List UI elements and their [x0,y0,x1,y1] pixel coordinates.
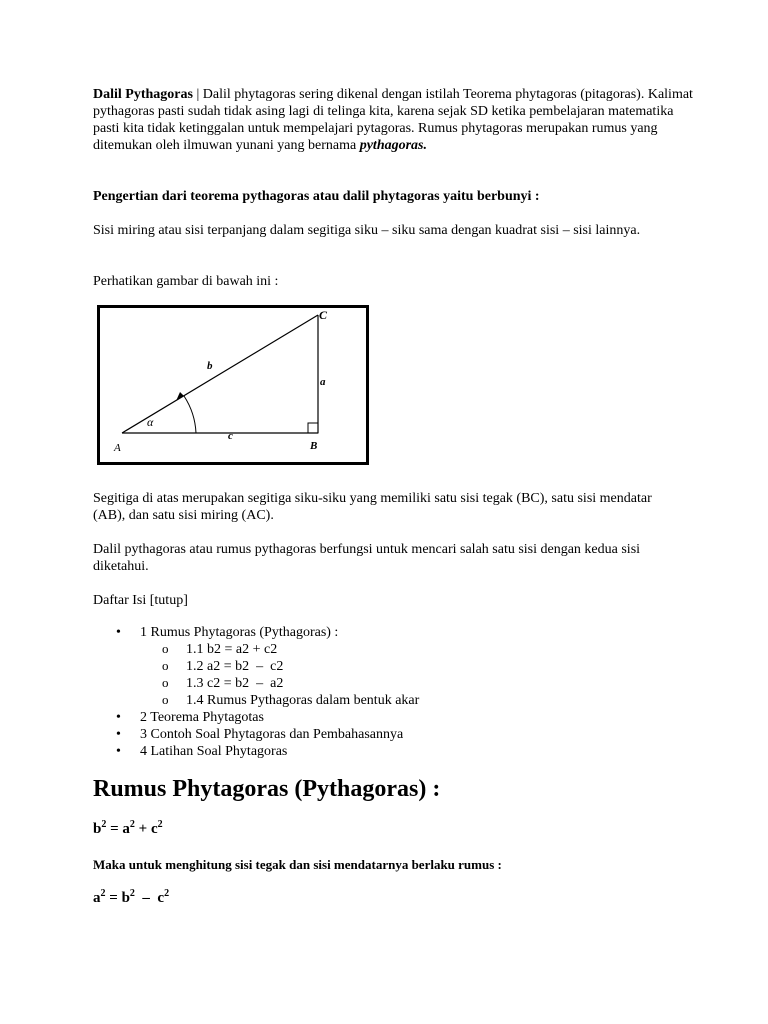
toc-item[interactable] [93,624,419,641]
toc-subitem[interactable] [93,692,419,709]
toc-subitem[interactable] [93,658,419,675]
right-triangle-figure [97,305,369,465]
subheading: Maka untuk menghitung sisi tegak dan sisi mendatarnya berlaku rumus : [93,857,502,872]
angle-arc [184,396,196,433]
formula-side-a [93,890,169,907]
vertex-c-label: C [319,308,328,322]
bullet-icon: • [116,727,121,742]
formula-term: a [93,890,101,906]
section-heading: Rumus Phytagoras (Pythagoras) : [93,776,441,802]
definition-text: Sisi miring atau sisi terpanjang dalam segitiga siku – siku sama dengan kuadrat sisi – sisi lainnya. [93,223,641,238]
circle-bullet-icon: o [162,675,169,690]
toc-label[interactable]: Daftar Isi [tutup] [93,593,188,608]
side-b-label: b [207,360,213,372]
toc-item[interactable] [93,743,419,760]
formula-term: b [121,890,130,906]
formula-exponent: 2 [157,819,163,830]
right-angle-marker [308,423,318,433]
formula-exponent: 2 [100,888,106,899]
side-c-label: c [228,430,233,442]
toc-subitem-label[interactable]: 1.3 c2 = b2 – a2 [186,676,284,691]
toc-subitem-label[interactable]: 1.4 Rumus Pythagoras dalam bentuk akar [186,693,420,708]
toc-item[interactable] [93,726,419,743]
toc-item-label[interactable]: 1 Rumus Phytagoras (Pythagoras) : [140,625,339,640]
table-of-contents [93,624,419,760]
vertex-a-label: A [114,442,121,454]
circle-bullet-icon: o [162,641,169,656]
formula-term: b [93,821,102,837]
angle-alpha-label: α [147,415,154,429]
formula-term: a [122,821,130,837]
vertex-b-label: B [310,440,318,452]
figure-prompt: Perhatikan gambar di bawah ini : [93,274,279,289]
formula-pythagoras [93,821,163,838]
toc-subitem[interactable] [93,641,419,658]
circle-bullet-icon: o [162,692,169,707]
toc-item-label[interactable]: 2 Teorema Phytagotas [140,710,264,725]
bullet-icon: • [116,710,121,725]
bullet-icon: • [116,744,121,759]
intro-text: Dalil phytagoras sering dikenal dengan istilah Teorema phytagoras (pitagoras). Kalimat pythagoras pasti sudah tidak asing lagi di telinga kita, karena sejak SD ketika pembelajaran matematika pasti kita tidak ketinggalan untuk mempelajari pytagoras. Rumus phytagoras merupakan rumus yang ditemukan oleh ilmuwan yunani yang bernama [93,87,693,153]
formula-operator: + [134,821,151,837]
formula-exponent: 2 [129,819,135,830]
figure-description: Segitiga di atas merupakan segitiga siku-siku yang memiliki satu sisi tegak (BC), satu sisi mendatar (AB), dan satu sisi miring (AC). [93,491,652,523]
toc-subitem-label[interactable]: 1.2 a2 = b2 – c2 [186,659,284,674]
function-text: Dalil pythagoras atau rumus pythagoras berfungsi untuk mencari salah satu sisi dengan kedua sisi diketahui. [93,542,641,574]
definition-heading: Pengertian dari teorema pythagoras atau dalil phytagoras yaitu berbunyi : [93,189,540,204]
formula-operator: – [134,890,158,906]
formula-term: c [157,890,165,906]
triangle-diagram [100,308,366,462]
intro-paragraph [93,86,693,154]
intro-title: Dalil Pythagoras [93,87,193,102]
side-a-label: a [320,376,326,388]
formula-exponent: 2 [164,888,170,899]
intro-separator: | [192,87,203,102]
toc-item[interactable] [93,709,419,726]
circle-bullet-icon: o [162,658,169,673]
formula-operator: = [105,890,122,906]
toc-subitem-label[interactable]: 1.1 b2 = a2 + c2 [186,642,278,657]
angle-arrow-icon [176,392,184,401]
formula-term: c [150,821,158,837]
toc-item-label[interactable]: 3 Contoh Soal Phytagoras dan Pembahasannya [140,727,404,742]
bullet-icon: • [116,625,121,640]
toc-item-label[interactable]: 4 Latihan Soal Phytagoras [140,744,288,759]
formula-exponent: 2 [101,819,107,830]
toc-subitem[interactable] [93,675,419,692]
formula-operator: = [106,821,123,837]
intro-emphasis: pythagoras. [359,138,428,153]
formula-exponent: 2 [129,888,135,899]
